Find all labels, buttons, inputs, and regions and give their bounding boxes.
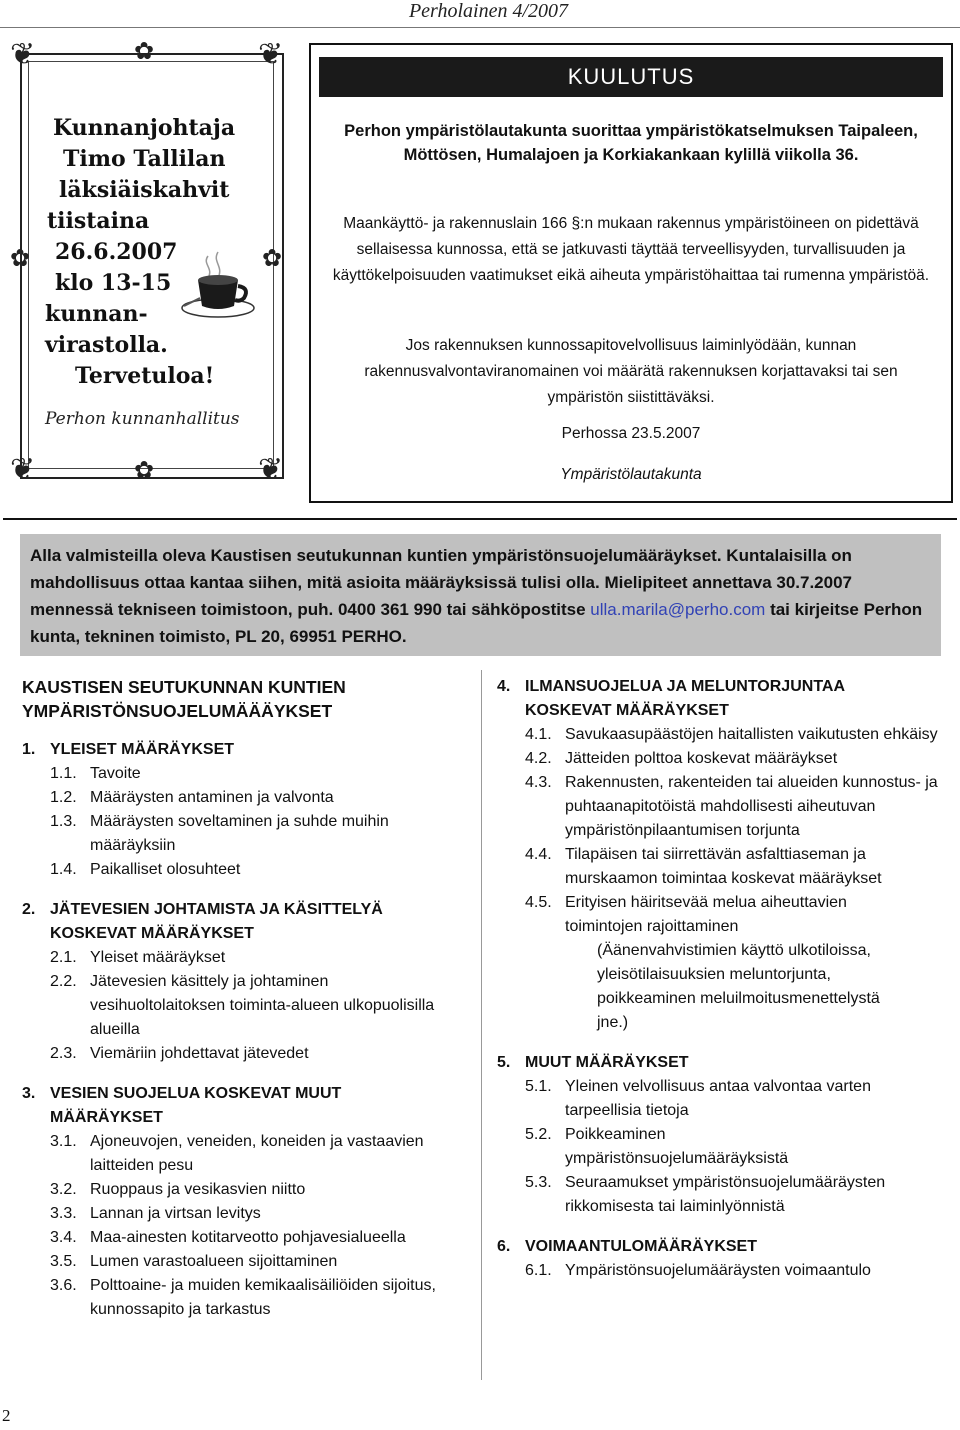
list-item: 4.3. Rakennusten, rakenteiden tai alueiden kunnostus- ja puhtaanapitotöistä mahdollisesti aiheutuvan ympäristönpilaantumisen torjunta [525, 774, 938, 839]
announcement-title: KUULUTUS [319, 57, 943, 97]
section-title: 6. VOIMAANTULOMÄÄRÄYKSET [497, 1238, 757, 1255]
invitation-signature: Perhon kunnanhallitus [45, 409, 240, 429]
list-item: 1.4. Paikalliset olosuhteet [50, 861, 241, 878]
announcement-paragraph: Maankäyttö- ja rakennuslain 166 §:n mukaan rakennus ympäristöineen on pidettävä sellaisessa kunnossa, että se jatkuvasti täyttää terveellisyyden, turvallisuuden ja käyttökelpoisuuden vaatimukset eikä aiheuta ympäristöhaittaa tai rumenna ympäristöä. [332, 215, 930, 284]
flourish-icon: ✿ [262, 245, 283, 272]
list-item: 4.4. Tilapäisen tai siirrettävän asfalttiaseman ja murskaamon toimintaa koskevat määräykset [525, 846, 882, 887]
list-item: 1.2. Määräysten antaminen ja valvonta [50, 789, 334, 806]
invite-line: Timo Tallilan [63, 146, 226, 172]
list-item: 3.6. Polttoaine- ja muiden kemikaalisäiliöiden sijoitus, kunnossapito ja tarkastus [50, 1277, 436, 1318]
coffee-cup-icon [178, 250, 258, 322]
section-6 [497, 1235, 952, 1283]
header-rule [0, 27, 960, 28]
invite-line: 26.6.2007 [55, 239, 178, 265]
corner-ornament-icon: ❦ [258, 453, 284, 486]
list-item: 1.3. Määräysten soveltaminen ja suhde muihin määräyksiin [50, 813, 389, 854]
list-item: 4.1. Savukaasupäästöjen haitallisten vaikutusten ehkäisy [525, 726, 938, 743]
section-5 [497, 1051, 952, 1219]
regulations-title: KAUSTISEN SEUTUKUNNAN KUNTIEN YMPÄRISTÖNSUOJELUMÄÄÄYKSET [22, 677, 346, 721]
flourish-icon: ✿ [10, 245, 31, 272]
announcement-lead: Perhon ympäristölautakunta suorittaa ympäristökatselmuksen Taipaleen, Möttösen, Humalajoen ja Korkiakankaan kylillä viikolla 36. [344, 122, 918, 164]
regulations-right-column [497, 675, 952, 1299]
corner-ornament-icon: ❦ [10, 453, 36, 486]
flourish-icon: ✿ [134, 457, 155, 484]
column-divider [481, 670, 482, 1380]
consultation-info-box [20, 534, 941, 656]
invite-line: kunnan- [45, 301, 148, 327]
section-1 [22, 738, 472, 882]
announcement-paragraph: Jos rakennuksen kunnossapitovelvollisuus laiminlyödään, kunnan rakennusvalvontaviranomainen voi määrätä rakennuksen korjattavaksi tai sen ympäristön siistittäväksi. [364, 337, 898, 406]
list-item: 6.1. Ympäristönsuojelumääräysten voimaantulo [525, 1262, 871, 1279]
list-item: 5.2. Poikkeaminen ympäristönsuojelumääräyksistä [525, 1126, 789, 1167]
list-item: 5.3. Seuraamukset ympäristönsuojelumääräysten rikkomisesta tai laiminlyönnistä [525, 1174, 886, 1215]
regulation-note: (Äänenvahvistimien käyttö ulkotiloissa, yleisötilaisuuksien meluntorjunta, poikkeaminen meluilmoitusmenettelystä jne.) [597, 942, 880, 1031]
section-3 [22, 1082, 472, 1322]
flourish-icon: ✿ [134, 38, 155, 65]
list-item: 5.1. Yleinen velvollisuus antaa valvontaa varten tarpeellisia tietoja [525, 1078, 871, 1119]
magazine-header: Perholainen 4/2007 [408, 0, 568, 22]
email-link[interactable]: ulla.marila@perho.com [590, 600, 766, 619]
info-text: Alla valmisteilla oleva Kaustisen seutukunnan kuntien ympäristönsuojelumääräykset. Kuntalaisilla on mahdollisuus ottaa kantaa siihen, mitä asioita määräyksissä tulisi olla. Mielipiteet annettava 30.7.2007 mennessä tekniseen toimistoon, puh. 0400 361 990 tai sähköpostitse [30, 546, 853, 619]
announcement-box [309, 43, 953, 503]
list-item: 3.5. Lumen varastoalueen sijoittaminen [50, 1253, 338, 1270]
list-item: 2.3. Viemäriin johdettavat jätevedet [50, 1045, 309, 1062]
invite-line: klo 13-15 [55, 270, 172, 296]
list-item: 3.1. Ajoneuvojen, veneiden, koneiden ja vastaavien laitteiden pesu [50, 1133, 424, 1174]
list-item: 1.1. Tavoite [50, 765, 141, 782]
invite-line: virastolla. [45, 332, 168, 358]
section-divider [3, 518, 957, 520]
section-title: 3. VESIEN SUOJELUA KOSKEVAT MUUT MÄÄRÄYKSET [22, 1085, 342, 1126]
list-item: 2.1. Yleiset määräykset [50, 949, 226, 966]
regulations-left-column [22, 675, 472, 1338]
announcement-date: Perhossa 23.5.2007 [561, 425, 701, 442]
list-item: 2.2. Jätevesien käsittely ja johtaminen vesihuoltolaitoksen toiminta-alueen ulkopuolisilla alueilla [50, 973, 435, 1038]
list-item: 3.3. Lannan ja virtsan levitys [50, 1205, 261, 1222]
page-number: 2 [2, 1406, 11, 1425]
section-4 [497, 675, 952, 1035]
corner-ornament-icon: ❦ [10, 38, 36, 71]
list-item: 3.2. Ruoppaus ja vesikasvien niitto [50, 1181, 306, 1198]
invite-line: Tervetuloa! [75, 363, 215, 389]
invite-line: tiistaina [47, 208, 150, 234]
section-title: 2. JÄTEVESIEN JOHTAMISTA JA KÄSITTELYÄ KOSKEVAT MÄÄRÄYKSET [22, 901, 383, 942]
list-item: 4.2. Jätteiden polttoa koskevat määräykset [525, 750, 838, 767]
info-text: tai kirjeitse Perhon kunta, tekninen toimisto, PL 20, 69951 PERHO. [30, 600, 923, 646]
invite-line: läksiäiskahvit [59, 177, 230, 203]
section-title: 5. MUUT MÄÄRÄYKSET [497, 1054, 689, 1071]
section-2 [22, 898, 472, 1066]
announcement-signatory: Ympäristölautakunta [560, 466, 702, 483]
list-item: 3.4. Maa-ainesten kotitarveotto pohjavesialueella [50, 1229, 406, 1246]
section-title: 4. ILMANSUOJELUA JA MELUNTORJUNTAA KOSKEVAT MÄÄRÄYKSET [497, 678, 845, 719]
invitation-panel [0, 35, 300, 495]
section-title: 1. YLEISET MÄÄRÄYKSET [22, 741, 235, 758]
invite-line: Kunnanjohtaja [53, 115, 236, 141]
corner-ornament-icon: ❦ [258, 38, 284, 71]
list-item: 4.5. Erityisen häiritsevää melua aiheuttavien toimintojen rajoittaminen [525, 894, 847, 935]
